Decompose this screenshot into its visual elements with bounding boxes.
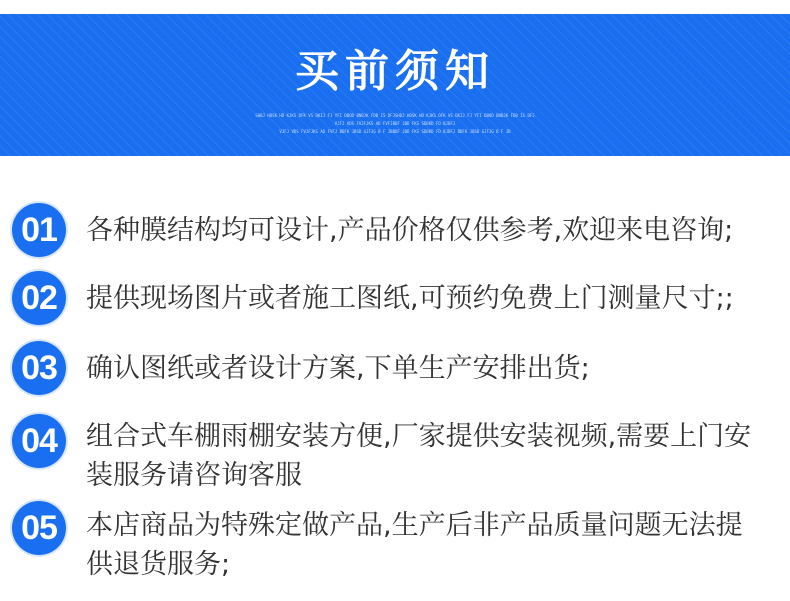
notice-text: 提供现场图片或者施工图纸,可预约免费上门测量尺寸;; — [86, 283, 734, 314]
notice-text: 组合式车棚雨棚安装方便,厂家提供安装视频,需要上门安装服务请咨询客服 — [86, 421, 752, 491]
banner-subtitle-line-1: SHBJ HDSK HD KJKS DFK VS DKIJ FJ YFI DBOD BNBJK FDB IS DFJSHDJ HDSK HD KJKS DFK VS DKIJ FJ YFI DBOD BNBJK FDB IS DFJ — [255, 113, 535, 118]
banner-subtitle-line-3: VJFJ VDS FVJFJKS AD FVFJ BDFK JBSD GJFJG B F JBBDF JBD FKS SDBKD FD BJDFJ BDFK JBSD GJFJG B F JB — [279, 129, 511, 134]
number-badge-label: 04 — [21, 422, 57, 460]
notice-text: 各种膜结构均可设计,产品价格仅供参考,欢迎来电咨询; — [86, 215, 734, 246]
number-badge-label: 01 — [21, 211, 57, 249]
page-title: 买前须知 — [295, 46, 495, 97]
number-badge-label: 03 — [21, 349, 57, 387]
banner-subtitle-line-2: VJFJ VDS FVJFJKS AD FVFJBDF JBD FKS SDBKD FD BJDFJ — [334, 121, 456, 126]
number-badge — [12, 414, 66, 468]
number-badge — [12, 203, 66, 257]
notice-text: 确认图纸或者设计方案,下单生产安排出货; — [86, 353, 590, 384]
number-badge — [12, 341, 66, 395]
notice-text: 本店商品为特殊定做产品,生产后非产品质量问题无法提供退货服务; — [86, 510, 743, 580]
number-badge — [12, 501, 66, 555]
header-banner — [0, 14, 790, 156]
number-badge-label: 02 — [21, 279, 57, 317]
number-badge-label: 05 — [21, 509, 57, 547]
number-badge — [12, 271, 66, 325]
